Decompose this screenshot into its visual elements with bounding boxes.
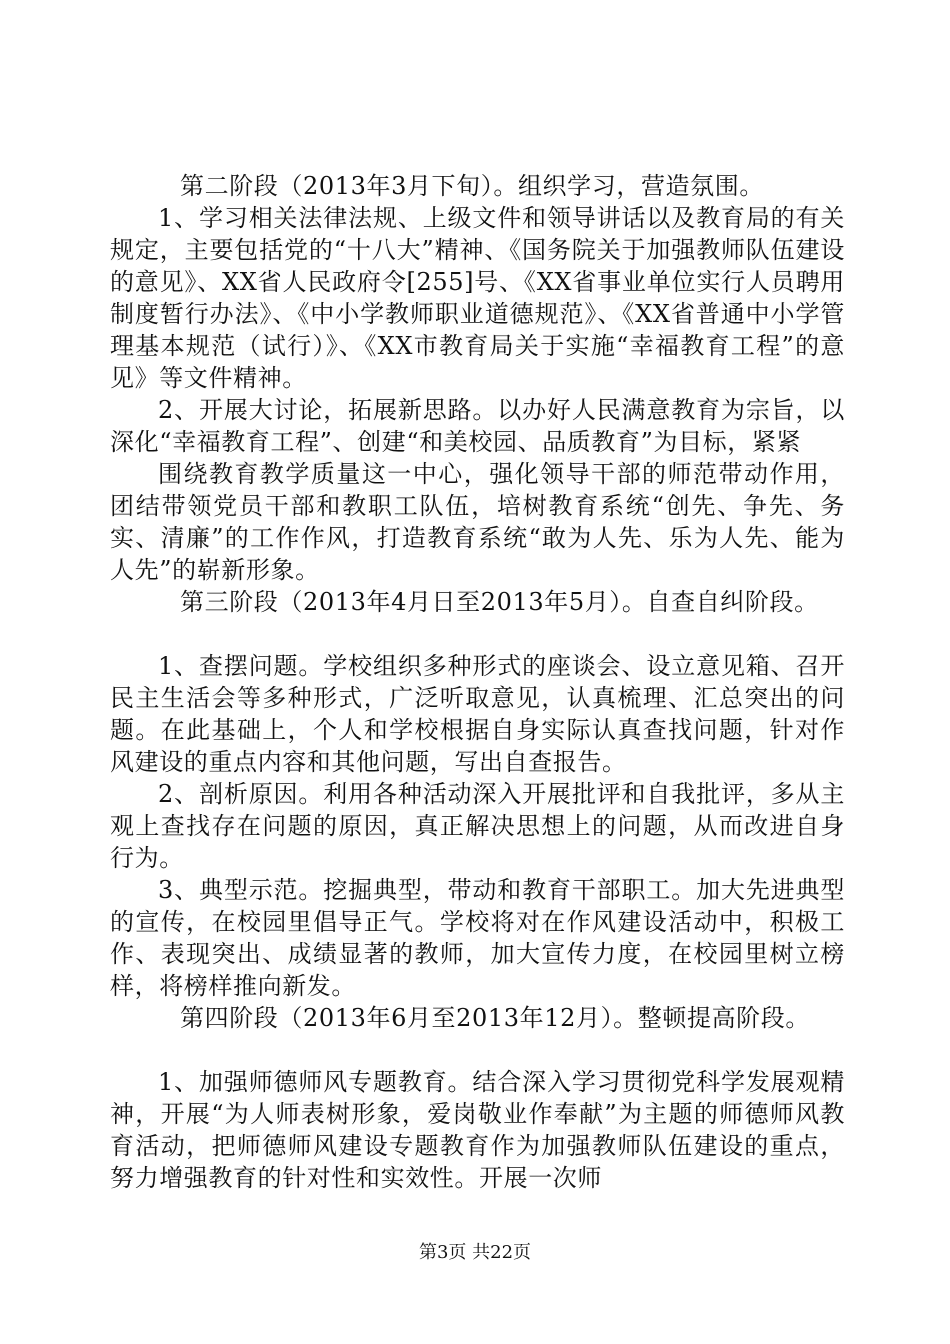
paragraph: 围绕教育教学质量这一中心，强化领导干部的师范带动作用，团结带领党员干部和教职工队伍，培树教育系统“创先、争先、务实、清廉”的工作作风，打造教育系统“敢为人先、乐为人先、能为人先”的崭新形象。 [110,460,845,584]
paragraph: 1、查摆问题。学校组织多种形式的座谈会、设立意见箱、召开民主生活会等多种形式，广泛听取意见，认真梳理、汇总突出的问题。在此基础上，个人和学校根据自身实际认真查找问题，针对作风建设的重点内容和其他问题，写出自查报告。 [110,652,845,776]
paragraph: 1、加强师德师风专题教育。结合深入学习贯彻党科学发展观精神，开展“为人师表树形象，爱岗敬业作奉献”为主题的师德师风教育活动，把师德师风建设专题教育作为加强教师队伍建设的重点，努力增强教育的针对性和实效性。开展一次师 [110,1068,845,1192]
blank-line [110,618,845,650]
blank-line [110,1034,845,1066]
stage-four-heading: 第四阶段（2013年6月至2013年12月）。整顿提高阶段。 [180,1004,810,1032]
paragraph: 3、典型示范。挖掘典型，带动和教育干部职工。加大先进典型的宣传，在校园里倡导正气。学校将对在作风建设活动中，积极工作、表现突出、成绩显著的教师，加大宣传力度，在校园里树立榜样，将榜样推向新发。 [110,876,845,1000]
page-footer: 第3页 共22页 [418,1242,532,1263]
paragraph: 1、学习相关法律法规、上级文件和领导讲话以及教育局的有关规定，主要包括党的“十八大”精神、《国务院关于加强教师队伍建设的意见》、XX省人民政府令[255]号、《XX省事业单位实行人员聘用制度暂行办法》、《中小学教师职业道德规范》、《XX省普通中小学管理基本规范（试行）》、《XX市教育局关于实施“幸福教育工程”的意见》等文件精神。 [110,204,845,392]
paragraph: 2、开展大讨论，拓展新思路。以办好人民满意教育为宗旨，以深化“幸福教育工程”、创建“和美校园、品质教育”为目标，紧紧 [110,396,845,456]
stage-two-heading: 第二阶段（2013年3月下旬）。组织学习，营造氛围。 [180,172,764,200]
paragraph: 2、剖析原因。利用各种活动深入开展批评和自我批评，多从主观上查找存在问题的原因，真正解决思想上的问题，从而改进自身行为。 [110,780,845,872]
document-body [110,170,845,1194]
stage-three-heading: 第三阶段（2013年4月日至2013年5月）。自查自纠阶段。 [180,588,819,616]
